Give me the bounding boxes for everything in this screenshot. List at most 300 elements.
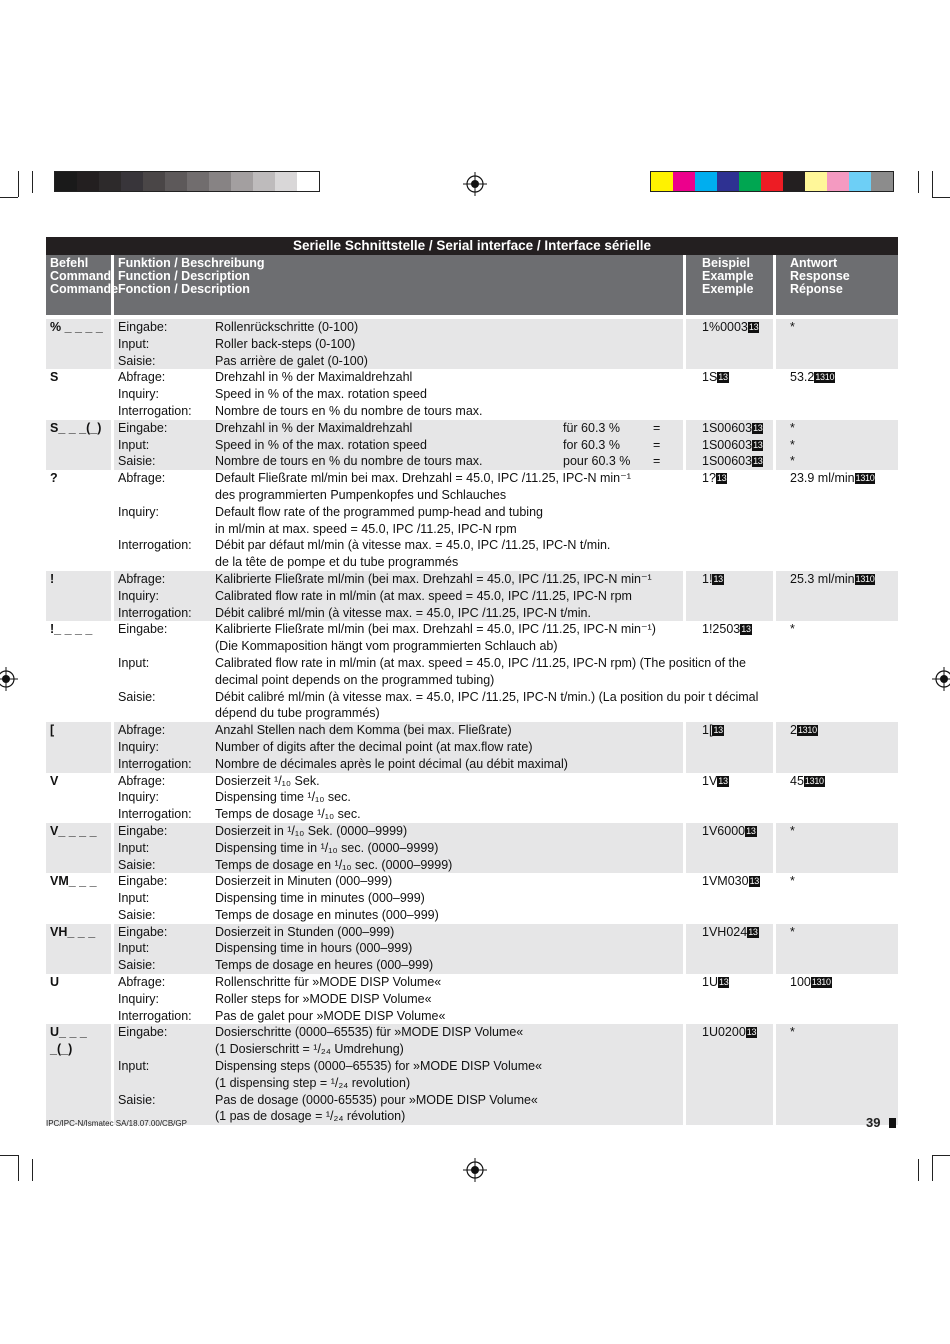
response-cell [776,773,898,823]
gray-swatch [55,172,77,191]
example-command: 1!2503 [702,622,741,637]
function-cell [114,369,686,419]
crop-mark [18,1155,19,1181]
header-function-en: Function / Description [118,269,250,283]
line-label: Saisie: [118,1092,156,1107]
line-label: Saisie: [118,353,156,368]
line-text: Temps de dosage ¹/₁₀ sec. [215,807,361,822]
function-line [118,773,683,790]
function-line [118,924,683,941]
crop-mark [32,1159,33,1181]
function-line [118,504,683,521]
line-text: Drehzahl in % der Maximaldrehzahl [215,370,413,385]
function-line [118,1075,683,1092]
example-command: 1? [702,471,716,486]
function-line [118,806,683,823]
line-label: Eingabe: [118,622,168,637]
command-cell: V [46,773,114,823]
function-line [118,940,683,957]
function-line [118,672,683,689]
example-value [702,470,773,487]
carriage-return-mark: 13 [718,775,728,786]
line-note: für 60.3 % [563,420,620,435]
gray-swatch [253,172,275,191]
example-cell [686,420,776,470]
crop-mark [18,171,19,197]
function-line [118,521,683,538]
color-calibration-strip [650,171,894,192]
line-text: Speed in % of the max. rotation speed [215,437,427,452]
line-label: Interrogation: [118,756,192,771]
response-value [790,722,898,739]
line-text: Débit calibré ml/min (à vitesse max. = 45.0, IPC /11.25, IPC-N t/min.) (La position du poir t décimal [215,689,759,704]
function-cell [114,823,686,873]
header-response-fr: Réponse [790,282,843,296]
response-text: * [790,924,795,939]
response-value [790,319,898,336]
line-text: Calibrated flow rate in ml/min (at max. speed = 45.0, IPC /11.25, IPC-N rpm) (The positicn of the [215,655,746,670]
function-line [118,621,683,638]
command-cell: U_ _ _ _(_) [46,1024,114,1125]
line-label [118,638,215,655]
line-label: Interrogation: [118,403,192,418]
gray-swatch [231,172,253,191]
response-value [790,974,898,991]
example-value [702,974,773,991]
response-cell [776,369,898,419]
header-command-de: Befehl [50,256,89,270]
function-lines [118,823,683,873]
example-cell [686,470,776,571]
line-note: pour 60.3 % [563,454,631,469]
header-command-fr: Commande [50,282,119,296]
response-value [790,437,898,454]
color-swatch [849,172,871,191]
function-line [118,554,683,571]
example-command: 1[ [702,723,713,738]
example-command: 1V6000 [702,823,746,838]
line-text: Dosierschritte (0000–65535) für »MODE DISP Volume« [215,1025,524,1040]
line-equals: = [653,454,661,469]
function-line [118,638,683,655]
function-line [118,705,683,722]
function-cell [114,924,686,974]
carriage-return-mark: 1310 [855,573,875,584]
line-text: Speed in % of the max. rotation speed [215,387,427,402]
carriage-return-mark: 13 [746,1027,757,1038]
function-line [118,739,683,756]
carriage-return-mark: 13 [713,725,723,736]
line-text: Débit calibré ml/min (à vitesse max. = 45.0, IPC /11.25, IPC-N t/min. [215,605,591,620]
line-label: Input: [118,1059,150,1074]
crop-mark [932,197,950,198]
line-label: Saisie: [118,907,156,922]
function-line [118,1041,683,1058]
header-function-fr: Fonction / Description [118,282,250,296]
crop-mark [932,1155,933,1181]
response-text: 45 [790,773,804,788]
table-row [46,420,898,470]
function-line [118,487,683,504]
response-text: 23.9 ml/min [790,471,855,486]
line-text: Kalibrierte Fließrate ml/min (bei max. Drehzahl = 45.0, IPC /11.25, IPC-N min⁻¹) [215,622,656,637]
line-text: Nombre de tours en % du nombre de tours max. [215,403,483,418]
line-text: Default Fließrate ml/min bei max. Drehzahl = 45.0, IPC /11.25, IPC-N min⁻¹ [215,471,631,486]
line-text: Kalibrierte Fließrate ml/min (bei max. Drehzahl = 45.0, IPC /11.25, IPC-N min⁻¹ [215,571,652,586]
response-cell [776,621,898,722]
color-swatch [827,172,849,191]
function-line [118,319,683,336]
response-cell [776,924,898,974]
function-cell [114,420,686,470]
example-cell [686,722,776,772]
page-marker [889,1118,896,1128]
response-text: * [790,437,795,452]
example-value [702,1024,773,1041]
line-label [118,554,215,571]
line-text: (1 Dosierschritt = ¹/₂₄ Umdrehung) [215,1042,404,1057]
line-text: Dispensing steps (0000–65535) for »MODE DISP Volume« [215,1059,543,1074]
carriage-return-mark: 13 [746,825,756,836]
function-line [118,588,683,605]
line-label: Eingabe: [118,924,168,939]
line-text: des programmierten Pumpenkopfes und Schlauches [215,487,507,502]
line-text: (Die Kommaposition hängt vom programmierten Schlauch ab) [215,639,558,654]
function-line [118,1024,683,1041]
line-text: Temps de dosage en minutes (000–999) [215,907,439,922]
function-line [118,453,683,470]
line-label: Abfrage: [118,723,166,738]
color-swatch [761,172,783,191]
example-value [702,823,773,840]
function-cell [114,974,686,1024]
function-lines [118,722,683,772]
header-example-de: Beispiel [702,256,750,270]
table-row [46,773,898,823]
function-cell [114,773,686,823]
registration-mark-icon [932,667,950,691]
table-title: Serielle Schnittstelle / Serial interface / Interface sérielle [46,237,898,255]
example-value [702,369,773,386]
response-text: * [790,622,795,637]
command-cell: ! [46,571,114,621]
line-text: Dispensing time ¹/₁₀ sec. [215,790,351,805]
command-cell: S_ _ _(_) [46,420,114,470]
line-text: Nombre de décimales après le point décimal (au débit maximal) [215,756,568,771]
gray-swatch [121,172,143,191]
header-command [46,255,119,315]
function-lines [118,924,683,974]
response-text: 100 [790,975,811,990]
line-text: (1 pas de dosage = ¹/₂₄ révolution) [215,1109,406,1124]
example-value [702,437,773,454]
example-cell [686,621,776,722]
function-lines [118,470,683,571]
table-row [46,470,898,571]
table-row [46,722,898,772]
carriage-return-mark: 13 [748,926,758,937]
command-cell: [ [46,722,114,772]
command-cell: VH_ _ _ [46,924,114,974]
function-lines [118,369,683,419]
color-swatch [673,172,695,191]
table-row [46,823,898,873]
crop-mark [932,171,933,197]
line-text: Default flow rate of the programmed pump-head and tubing [215,504,543,519]
table-row [46,1024,898,1125]
response-value [790,823,898,840]
page-number: 39 [866,1115,881,1130]
example-value [702,722,773,739]
function-cell [114,470,686,571]
example-command: 1VH024 [702,924,748,939]
function-line [118,857,683,874]
response-value [790,571,898,588]
carriage-return-mark: 13 [749,876,759,887]
example-cell [686,1024,776,1125]
function-line [118,722,683,739]
carriage-return-mark: 13 [718,372,728,383]
header-response-de: Antwort [790,256,838,270]
command-cell: V_ _ _ _ [46,823,114,873]
function-line [118,840,683,857]
table-row [46,873,898,923]
line-label: Abfrage: [118,773,166,788]
line-text: (1 dispensing step = ¹/₂₄ revolution) [215,1075,411,1090]
function-line [118,571,683,588]
response-text: * [790,1025,795,1040]
response-value [790,621,898,638]
response-text: 53.2 [790,370,815,385]
line-label [118,705,215,722]
line-label: Saisie: [118,454,156,469]
carriage-return-mark: 13 [718,977,729,988]
line-text: Rollenschritte für »MODE DISP Volume« [215,975,442,990]
header-example [686,255,776,315]
line-text: Calibrated flow rate in ml/min (at max. speed = 45.0, IPC /11.25, IPC-N rpm [215,588,632,603]
registration-mark-icon [463,1158,487,1182]
line-label: Abfrage: [118,370,166,385]
response-cell [776,470,898,571]
response-text: 25.3 ml/min [790,571,855,586]
line-text: Drehzahl in % der Maximaldrehzahl [215,420,413,435]
line-label: Eingabe: [118,1025,168,1040]
gray-swatch [99,172,121,191]
function-line [118,655,746,672]
gray-swatch [297,172,319,191]
function-line [118,437,683,454]
line-text: Dosierzeit in ¹/₁₀ Sek. (0000–9999) [215,823,408,838]
crop-mark [0,1155,18,1156]
color-swatch [871,172,893,191]
function-line [118,386,683,403]
function-line [118,689,759,706]
crop-mark [0,197,18,198]
gray-swatch [143,172,165,191]
response-value [790,873,898,890]
function-lines [118,873,683,923]
color-swatch [717,172,739,191]
carriage-return-mark: 1310 [804,775,824,786]
example-cell [686,773,776,823]
line-text: Pas arrière de galet (0-100) [215,353,368,368]
response-value [790,453,898,470]
response-text: * [790,874,795,889]
crop-mark [932,1155,950,1156]
example-command: 1VM030 [702,874,749,889]
line-text: Roller back-steps (0-100) [215,336,356,351]
gray-swatch [275,172,297,191]
line-label: Input: [118,941,150,956]
table-header [46,255,898,315]
color-swatch [805,172,827,191]
line-label: Inquiry: [118,739,159,754]
line-label: Inquiry: [118,588,159,603]
function-line [118,1058,683,1075]
gray-swatch [77,172,99,191]
example-cell [686,319,776,369]
example-cell [686,924,776,974]
example-command: 1S00603 [702,454,753,469]
function-lines [118,974,683,1024]
response-text: * [790,823,795,838]
function-lines [118,420,683,470]
header-command-en: Command [50,269,112,283]
example-command: 1S00603 [702,437,753,452]
line-text: Anzahl Stellen nach dem Komma (bei max. Fließrate) [215,723,512,738]
response-text: 2 [790,723,797,738]
line-ratio [215,437,673,454]
function-cell [114,1024,686,1125]
line-text: Temps de dosage en ¹/₁₀ sec. (0000–9999) [215,857,453,872]
example-value [702,924,773,941]
example-command: 1! [702,571,713,586]
line-label [118,1075,215,1092]
function-cell [114,319,686,369]
response-text: * [790,420,795,435]
table-row [46,974,898,1024]
response-value [790,420,898,437]
function-line [118,420,683,437]
response-cell [776,722,898,772]
line-label: Saisie: [118,689,156,704]
line-label [118,521,215,538]
response-value [790,470,898,487]
function-line [118,537,683,554]
line-text: Dispensing time in hours (000–999) [215,941,413,956]
function-line [118,756,683,773]
line-label [118,487,215,504]
line-text: Dosierzeit in Minuten (000–999) [215,874,393,889]
line-text: Dispensing time in minutes (000–999) [215,891,425,906]
line-note: for 60.3 % [563,437,620,452]
response-cell [776,823,898,873]
function-line [118,1092,683,1109]
response-text: * [790,320,795,334]
grayscale-calibration-strip [54,171,320,192]
table-row [46,571,898,621]
line-text: Dosierzeit ¹/₁₀ Sek. [215,773,320,788]
function-cell [114,873,686,923]
crop-mark [918,1159,919,1181]
command-cell: VM_ _ _ [46,873,114,923]
carriage-return-mark: 13 [713,573,723,584]
line-label [118,672,215,689]
carriage-return-mark: 13 [753,439,763,450]
crop-mark [918,171,919,193]
line-label: Inquiry: [118,504,159,519]
color-swatch [651,172,673,191]
line-label: Abfrage: [118,975,166,990]
footer-reference: IPC/IPC-N/Ismatec SA/18.07.00/CB/GP [46,1119,187,1128]
line-text: in ml/min at max. speed = 45.0, IPC /11.25, IPC-N rpm [215,521,517,536]
line-ratio [215,420,673,437]
registration-mark-icon [463,172,487,196]
line-text: de la tête de pompe et du tube programmés [215,555,459,570]
function-line [118,991,683,1008]
table-row [46,924,898,974]
line-label: Inquiry: [118,790,159,805]
line-text: Dispensing time in ¹/₁₀ sec. (0000–9999) [215,840,439,855]
line-label: Interrogation: [118,538,192,553]
serial-interface-table [46,237,898,1125]
function-line [118,470,683,487]
example-cell [686,571,776,621]
carriage-return-mark: 13 [716,473,727,484]
line-text: Pas de galet pour »MODE DISP Volume« [215,1008,446,1023]
line-text: Number of digits after the decimal point (at max.flow rate) [215,739,533,754]
line-text: Roller steps for »MODE DISP Volume« [215,991,432,1006]
response-cell [776,873,898,923]
example-value [702,319,773,336]
function-line [118,1008,683,1025]
line-label: Interrogation: [118,605,192,620]
response-value [790,773,898,790]
line-label: Eingabe: [118,420,168,435]
line-label: Abfrage: [118,571,166,586]
line-label: Input: [118,840,150,855]
line-text: dépend du tube programmés) [215,706,380,721]
command-cell: S [46,369,114,419]
function-line [118,789,683,806]
function-line [118,957,683,974]
command-cell: U [46,974,114,1024]
example-cell [686,823,776,873]
carriage-return-mark: 1310 [797,725,817,736]
example-command: 1S [702,370,718,385]
line-text: Pas de dosage (0000-65535) pour »MODE DISP Volume« [215,1092,538,1107]
line-label: Input: [118,891,150,906]
gray-swatch [187,172,209,191]
table-row [46,369,898,419]
example-command: 1S00603 [702,420,753,435]
line-label: Interrogation: [118,807,192,822]
function-line [118,353,683,370]
response-text: * [790,454,795,469]
line-label: Input: [118,336,150,351]
line-label: Input: [118,437,150,452]
line-equals: = [653,437,661,452]
carriage-return-mark: 13 [753,422,763,433]
function-line [118,403,683,420]
color-swatch [739,172,761,191]
line-label: Eingabe: [118,320,168,334]
function-lines [118,773,683,823]
line-text: Dosierzeit in Stunden (000–999) [215,924,395,939]
header-response [776,255,898,315]
line-label: Input: [118,655,150,670]
function-line [118,907,683,924]
